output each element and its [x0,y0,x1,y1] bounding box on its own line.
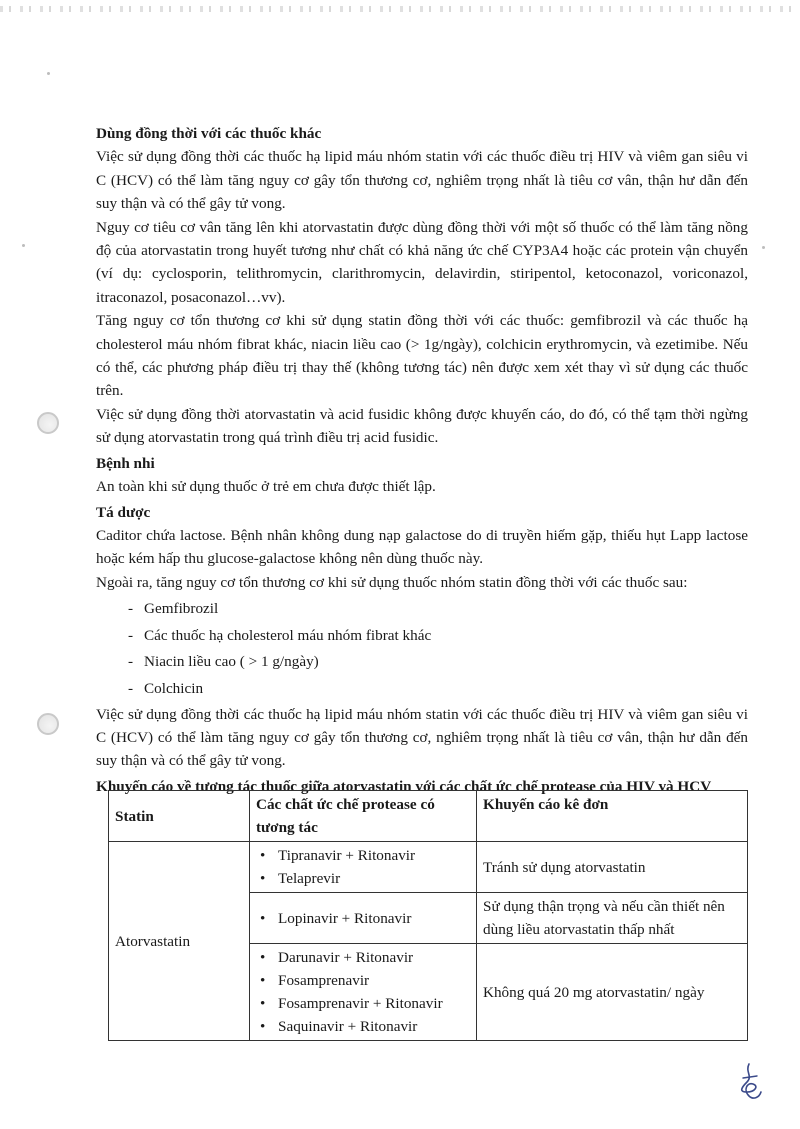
paragraph: Việc sử dụng đồng thời các thuốc hạ lipid máu nhóm statin với các thuốc điều trị HIV và viêm gan siêu vi C (HCV) có thể làm tăng nguy cơ gây tổn thương cơ, nghiêm trọng nhất là tiêu cơ vân, thận hư dẫn đến suy thận và có thể gây tử vong. [96,148,748,213]
drugs-cell [250,944,477,1041]
drug-item: • Fosamprenavir [256,969,470,992]
interaction-table [108,790,748,1041]
section-heading: Bệnh nhi [96,454,155,472]
list-item: - Niacin liều cao ( > 1 g/ngày) [96,649,748,676]
advice-cell: Tránh sử dụng atorvastatin [477,842,748,893]
paragraph: Caditor chứa lactose. Bệnh nhân không dung nạp galactose do di truyền hiếm gặp, thiếu hụt Lapp lactose hoặc kém hấp thu glucose-galactose không nên dùng thuốc này. [96,526,748,568]
paragraph: Nguy cơ tiêu cơ vân tăng lên khi atorvastatin được dùng đồng thời với một số thuốc có thể làm tăng nồng độ của atorvastatin trong huyết tương như chất có khả năng ức chế CYP3A4 hoặc các protein vận chuyển (ví dụ: cyclosporin, telithromycin, clarithromycin, delavirdin, stiripentol, ketoconazol, voriconazol, itraconazol, posaconazol…vv). [96,218,748,306]
punch-hole [37,412,59,434]
statin-cell: Atorvastatin [109,842,250,1041]
punch-hole [37,713,59,735]
list-item: - Gemfibrozil [96,596,748,623]
column-header: Khuyến cáo kê đơn [477,791,748,842]
column-header: Các chất ức chế protease có tương tác [250,791,477,842]
table-row [109,842,748,893]
scan-speck [47,72,50,75]
table-title: Khuyến cáo về tương tác thuốc giữa atorvastatin với các chất ức chế protease của HIV và HCV [96,777,712,795]
drug-item: • Telaprevir [256,867,470,890]
paragraph: Tăng nguy cơ tổn thương cơ khi sử dụng statin đồng thời với các thuốc: gemfibrozil và các thuốc hạ cholesterol máu nhóm fibrat khác, niacin liều cao (> 1g/ngày), colchicin erythromycin, và ezetimibe. Nếu có thể, các phương pháp điều trị thay thế (không tương tác) nên được xem xét thay vì sử dụng các thuốc trên. [96,312,748,400]
list-item: - Các thuốc hạ cholesterol máu nhóm fibrat khác [96,623,748,650]
drugs-cell [250,842,477,893]
document-body [96,120,748,798]
paragraph: Ngoài ra, tăng nguy cơ tổn thương cơ khi sử dụng thuốc nhóm statin đồng thời với các thuốc sau: [96,573,688,591]
drug-item: • Saquinavir + Ritonavir [256,1015,470,1038]
drug-item: • Tipranavir + Ritonavir [256,844,470,867]
handwritten-initials [735,1062,765,1102]
drug-item: • Fosamprenavir + Ritonavir [256,992,470,1015]
section-heading: Tá dược [96,503,151,521]
column-header: Statin [109,791,250,842]
drug-item: • Lopinavir + Ritonavir [256,907,470,930]
drug-item: • Darunavir + Ritonavir [256,946,470,969]
advice-cell: Không quá 20 mg atorvastatin/ ngày [477,944,748,1041]
paragraph: An toàn khi sử dụng thuốc ở trẻ em chưa được thiết lập. [96,478,436,496]
scan-edge [0,6,800,12]
list-item: - Colchicin [96,676,748,703]
paragraph: Việc sử dụng đồng thời các thuốc hạ lipid máu nhóm statin với các thuốc điều trị HIV và viêm gan siêu vi C (HCV) có thể làm tăng nguy cơ gây tổn thương cơ, nghiêm trọng nhất là tiêu cơ vân, thận hư dẫn đến suy thận và có thể gây tử vong. [96,705,748,770]
paragraph: Việc sử dụng đồng thời atorvastatin và acid fusidic không được khuyến cáo, do đó, có thể tạm thời ngừng sử dụng atorvastatin trong quá trình điều trị acid fusidic. [96,405,748,447]
scan-speck [22,244,25,247]
table-header-row [109,791,748,842]
drugs-cell [250,893,477,944]
scan-speck [762,246,765,249]
drug-list [96,596,748,702]
advice-cell: Sử dụng thận trọng và nếu cần thiết nên dùng liều atorvastatin thấp nhất [477,893,748,944]
section-heading: Dùng đồng thời với các thuốc khác [96,125,322,142]
